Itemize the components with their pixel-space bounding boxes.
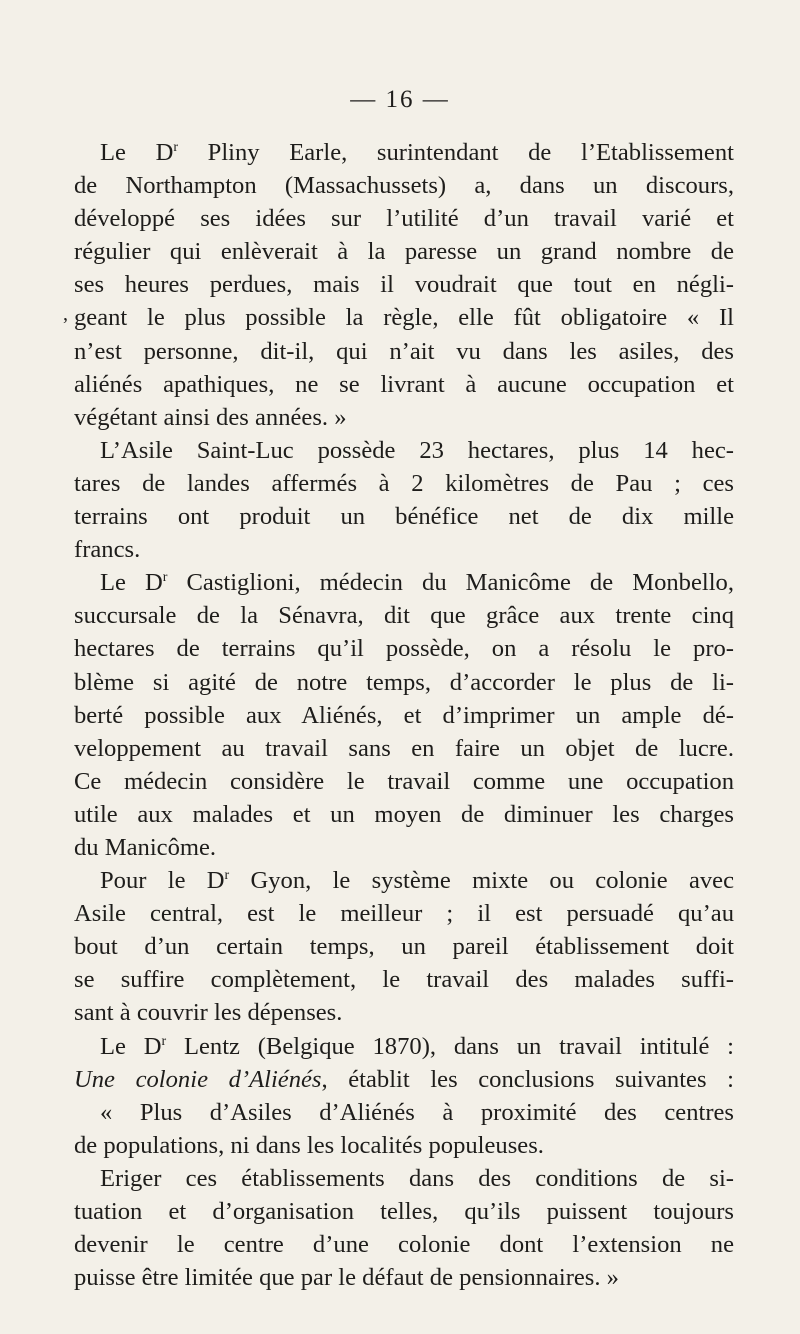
text-line <box>74 666 734 699</box>
text-segment: francs. <box>74 536 141 564</box>
text-line <box>74 599 734 632</box>
text-line <box>74 732 734 765</box>
text-line <box>74 963 734 996</box>
text-segment: Eriger ces établissements dans des conditions de si- <box>100 1164 734 1192</box>
text-segment: devenir le centre d’une colonie dont l’extension ne <box>74 1231 734 1259</box>
text-segment: Pliny Earle, surintendant de l’Etablissement <box>178 139 734 166</box>
text-segment: geant le plus possible la règle, elle fût obligatoire « Il <box>74 304 734 332</box>
text-segment: tares de landes affermés à 2 kilomètres de Pau ; ces <box>74 469 734 497</box>
text-segment: hectares de terrains qu’il possède, on a résolu le pro- <box>74 635 734 663</box>
text-segment: puisse être limitée que par le défaut de pensionnaires. » <box>74 1264 619 1292</box>
text-line <box>74 136 734 169</box>
text-segment: Castiglioni, médecin du Manicôme de Monbello, <box>167 569 734 597</box>
text-line <box>74 368 734 401</box>
text-line <box>74 533 734 566</box>
text-line <box>74 301 734 334</box>
text-line <box>74 202 734 235</box>
text-segment: sant à couvrir les dépenses. <box>74 999 343 1027</box>
text-segment: développé ses idées sur l’utilité d’un travail varié et <box>74 205 734 233</box>
text-segment: végétant ainsi des années. » <box>74 403 347 431</box>
text-line <box>74 1129 734 1162</box>
margin-mark: , <box>63 303 68 325</box>
superscript: r <box>224 868 230 884</box>
superscript: r <box>161 1033 167 1049</box>
text-segment: Ce médecin considère le travail comme une occupation <box>74 767 734 795</box>
text-segment: utile aux malades et un moyen de diminuer les charges <box>74 800 734 828</box>
text-segment: de populations, ni dans les localités populeuses. <box>74 1131 544 1159</box>
text-segment: Le D <box>100 1032 162 1060</box>
text-line <box>74 1261 734 1294</box>
text-line <box>74 831 734 864</box>
italic-title: Une colonie d’Aliénés <box>74 1065 322 1093</box>
text-segment: veloppement au travail sans en faire un objet de lucre. <box>74 734 734 762</box>
text-line <box>74 434 734 467</box>
text-segment: Le D <box>100 569 163 597</box>
text-line <box>74 1030 734 1063</box>
text-segment: terrains ont produit un bénéfice net de dix mille <box>74 503 734 531</box>
text-line <box>74 1228 734 1261</box>
text-line <box>74 1063 734 1096</box>
text-segment: blème si agité de notre temps, d’accorder le plus de li- <box>74 668 734 696</box>
text-line <box>74 864 734 897</box>
text-segment: Asile central, est le meilleur ; il est persuadé qu’au <box>74 900 734 928</box>
text-segment: se suffire complètement, le travail des malades suffi- <box>74 966 734 994</box>
text-line <box>74 930 734 963</box>
text-line <box>74 235 734 268</box>
page-number: — 16 — <box>350 86 450 113</box>
text-segment: , établit les conclusions suivantes : <box>321 1065 734 1093</box>
superscript: r <box>162 570 168 586</box>
text-line <box>74 632 734 665</box>
text-segment: « Plus d’Asiles d’Aliénés à proximité des centres <box>100 1098 734 1126</box>
text-segment: Gyon, le système mixte ou colonie avec <box>229 867 734 895</box>
text-segment: de Northampton (Massachussets) a, dans un discours, <box>74 172 734 200</box>
text-line <box>74 467 734 500</box>
body-text <box>74 136 734 1294</box>
text-segment: régulier qui enlèverait à la paresse un grand nombre de <box>74 238 734 266</box>
text-line <box>74 566 734 599</box>
text-line <box>74 268 734 301</box>
text-segment: berté possible aux Aliénés, et d’imprimer un ample dé- <box>74 701 734 729</box>
superscript: r <box>173 140 179 155</box>
text-line <box>74 699 734 732</box>
text-line <box>74 169 734 202</box>
text-segment: ses heures perdues, mais il voudrait que tout en négli- <box>74 271 734 299</box>
text-segment: Lentz (Belgique 1870), dans un travail intitulé : <box>166 1032 734 1060</box>
text-line <box>74 401 734 434</box>
text-line <box>74 996 734 1029</box>
text-line <box>74 1162 734 1195</box>
text-line <box>74 765 734 798</box>
text-segment: Le D <box>100 139 174 166</box>
text-line <box>74 1096 734 1129</box>
text-line <box>74 897 734 930</box>
text-segment: L’Asile Saint-Luc possède 23 hectares, plus 14 hec- <box>100 436 734 464</box>
text-line <box>74 1195 734 1228</box>
text-segment: succursale de la Sénavra, dit que grâce aux trente cinq <box>74 602 734 630</box>
text-segment: bout d’un certain temps, un pareil établissement doit <box>74 933 734 961</box>
text-line <box>74 798 734 831</box>
text-segment: du Manicôme. <box>74 833 217 861</box>
text-line <box>74 500 734 533</box>
text-segment: aliénés apathiques, ne se livrant à aucune occupation et <box>74 370 734 398</box>
text-segment: n’est personne, dit-il, qui n’ait vu dans les asiles, des <box>74 337 734 365</box>
text-line <box>74 335 734 368</box>
text-segment: Pour le D <box>100 867 225 895</box>
text-segment: tuation et d’organisation telles, qu’ils puissent toujours <box>74 1198 734 1225</box>
